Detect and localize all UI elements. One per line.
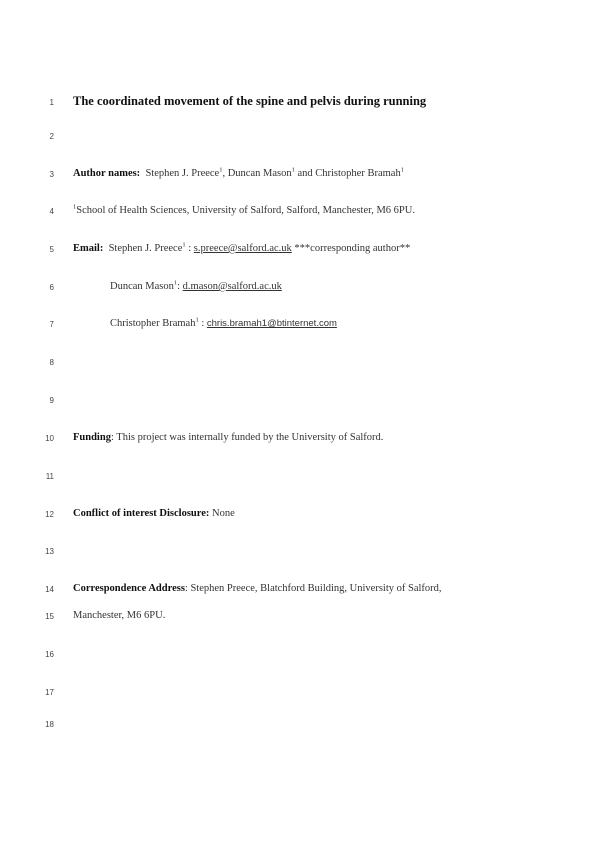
- author-1: Stephen J. Preece: [145, 168, 220, 179]
- line-14: [0, 581, 595, 599]
- line-11: [0, 468, 595, 486]
- line-6: [0, 279, 595, 297]
- line-13: [0, 543, 595, 561]
- line-number: 14: [45, 585, 54, 594]
- affiliation: $^1$School of Health Sciences, University of Salford, Salford, Manchester, M6 6PU.: [73, 203, 415, 216]
- email-line-2: Duncan Mason$^1$: d.mason@salford.ac.uk: [110, 279, 282, 292]
- line-15: [0, 608, 595, 626]
- line-number: 8: [49, 358, 54, 367]
- line-4: [0, 203, 595, 221]
- line-number: 17: [45, 688, 54, 697]
- line-number: 3: [49, 170, 54, 179]
- correspondence-label: Correspondence Address: [73, 583, 185, 594]
- line-18: [0, 716, 595, 734]
- line-number: 13: [45, 547, 54, 556]
- email-line-3: Christopher Bramah$^1$ : chris.bramah1@btinternet.com: [110, 316, 337, 329]
- funding: Funding: This project was internally funded by the University of Salford.: [73, 432, 384, 443]
- email-line-1: Email: Stephen J. Preece$^1$ : s.preece@salford.ac.uk ***corresponding author**: [73, 241, 411, 254]
- line-number: 9: [49, 396, 54, 405]
- email-link-2[interactable]: d.mason@salford.ac.uk: [182, 281, 282, 292]
- correspondence-address: Correspondence Address: Stephen Preece, Blatchford Building, University of Salford,: [73, 583, 442, 594]
- line-1: [0, 94, 595, 112]
- email-link-3[interactable]: chris.bramah1@btinternet.com: [206, 318, 337, 329]
- funding-label: Funding: [73, 432, 111, 443]
- line-number: 11: [45, 472, 54, 481]
- line-8: [0, 354, 595, 372]
- author-2: Duncan Mason: [227, 168, 292, 179]
- conflict-disclosure: Conflict of interest Disclosure: None: [73, 508, 235, 519]
- author-names: Author names: Stephen J. Preece$^1$, Duncan Mason$^1$ and Christopher Bramah$^1$: [73, 166, 404, 179]
- paper-title: The coordinated movement of the spine and pelvis during running: [73, 94, 427, 108]
- line-5: [0, 241, 595, 259]
- correspondence-address-cont: Manchester, M6 6PU.: [73, 610, 166, 621]
- conflict-label: Conflict of interest Disclosure:: [73, 508, 210, 519]
- line-number: 1: [49, 98, 54, 107]
- email-link-1[interactable]: s.preece@salford.ac.uk: [193, 243, 292, 254]
- line-16: [0, 646, 595, 664]
- author-3: Christopher Bramah: [315, 168, 401, 179]
- email-label: Email:: [73, 243, 104, 254]
- line-number: 10: [45, 434, 54, 443]
- line-12: [0, 506, 595, 524]
- line-3: [0, 166, 595, 184]
- line-number: 2: [49, 132, 54, 141]
- line-10: [0, 430, 595, 448]
- line-number: 7: [49, 320, 54, 329]
- line-17: [0, 684, 595, 702]
- line-2: [0, 128, 595, 146]
- line-number: 4: [49, 207, 54, 216]
- line-number: 6: [49, 283, 54, 292]
- author-names-label: Author names:: [73, 168, 141, 179]
- line-number: 15: [45, 612, 54, 621]
- line-7: [0, 316, 595, 334]
- line-number: 12: [45, 510, 54, 519]
- line-number: 18: [45, 720, 54, 729]
- line-number: 5: [49, 245, 54, 254]
- line-9: [0, 392, 595, 410]
- line-number: 16: [45, 650, 54, 659]
